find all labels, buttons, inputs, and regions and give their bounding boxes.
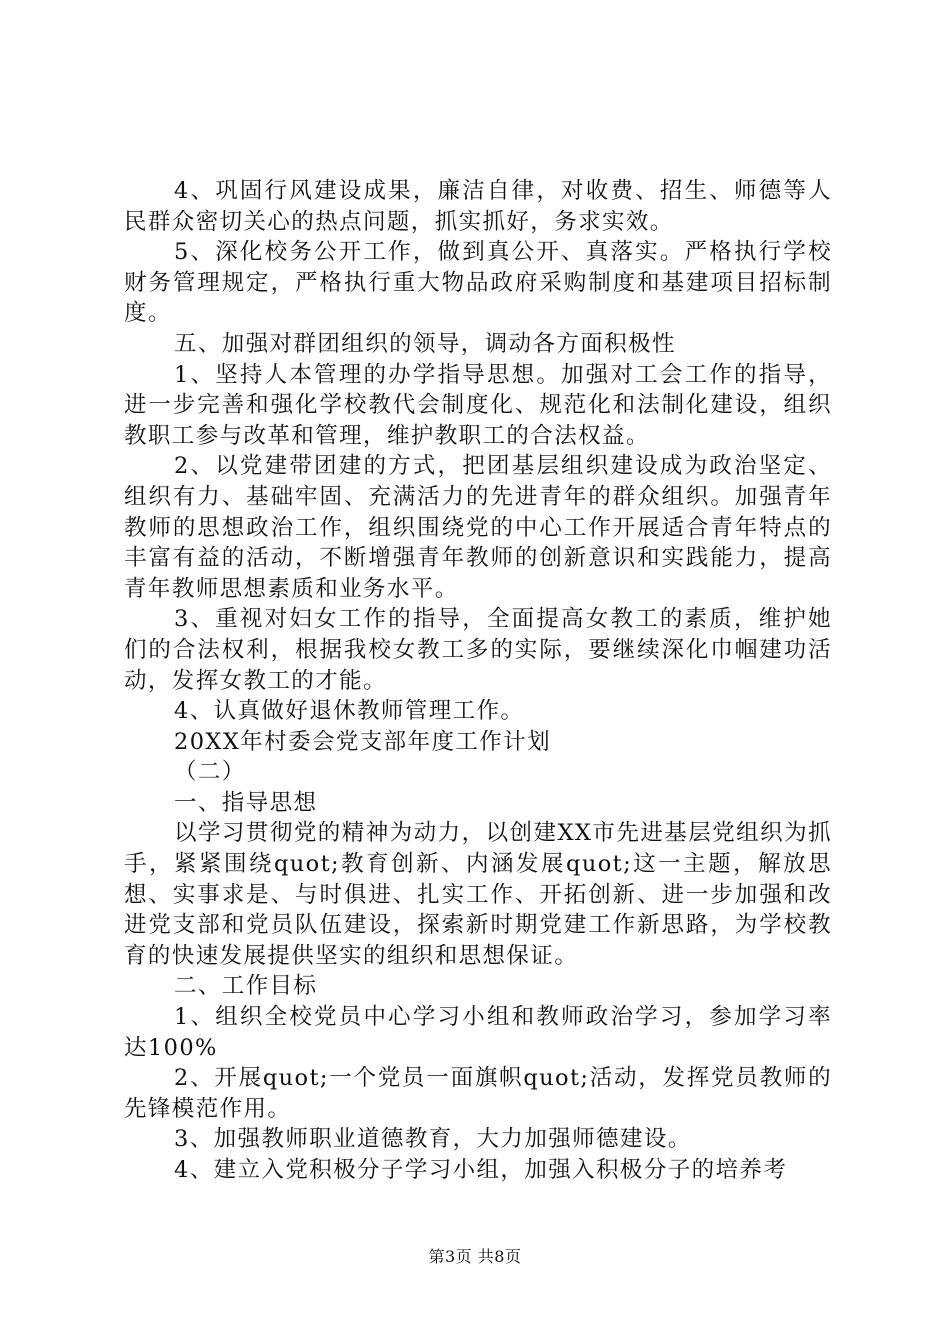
paragraph: 2、开展quot;一个党员一面旗帜quot;活动，发挥党员教师的先锋模范作用。 — [124, 1065, 832, 1122]
paragraph: 5、深化校务公开工作，做到真公开、真落实。严格执行学校财务管理规定，严格执行重大物品政府采购制度和基建项目招标制度。 — [124, 239, 832, 327]
paragraph: 4、建立入党积极分子学习小组，加强入积极分子的培养考 — [174, 1157, 788, 1183]
document-title: 20XX年村委会党支部年度工作计划 — [174, 728, 551, 755]
paragraph: 4、认真做好退休教师管理工作。 — [174, 698, 525, 725]
paragraph: 4、巩固行风建设成果，廉洁自律，对收费、招生、师德等人民群众密切关心的热点问题，抓实抓好，务求实效。 — [124, 178, 832, 235]
section-heading: 二、工作目标 — [174, 973, 318, 1000]
paragraph: 以学习贯彻党的精神为动力，以创建XX市先进基层党组织为抓手，紧紧围绕quot;教育创新、内涵发展quot;这一主题，解放思想、实事求是、与时俱进、扎实工作、开拓创新、进一步加强和改进党支部和党员队伍建设，探索新时期党建工作新思路，为学校教育的快速发展提供坚实的组织和思想保证。 — [124, 820, 832, 969]
section-heading: 一、指导思想 — [174, 789, 318, 816]
document-body — [124, 176, 832, 1186]
page-number-footer: 第3页 共8页 — [428, 1247, 522, 1266]
paragraph: 3、重视对妇女工作的指导，全面提高女教工的素质，维护她们的合法权利，根据我校女教工多的实际，要继续深化巾帼建功活动，发挥女教工的才能。 — [124, 606, 832, 694]
paragraph: 3、加强教师职业道德教育，大力加强师德建设。 — [174, 1126, 692, 1153]
section-heading: 五、加强对群团组织的领导，调动各方面积极性 — [174, 330, 676, 357]
paragraph: 1、组织全校党员中心学习小组和教师政治学习，参加学习率达100% — [124, 1004, 832, 1061]
paragraph: 1、坚持人本管理的办学指导思想。加强对工会工作的指导，进一步完善和强化学校教代会制度化、规范化和法制化建设，组织教职工参与改革和管理，维护教职工的合法权益。 — [124, 361, 832, 449]
paragraph: 2、以党建带团建的方式，把团基层组织建设成为政治坚定、组织有力、基础牢固、充满活力的先进青年的群众组织。加强青年教师的思想政治工作，组织围绕党的中心工作开展适合青年特点的丰富有益的活动，不断增强青年教师的创新意识和实践能力，提高青年教师思想素质和业务水平。 — [124, 453, 832, 602]
document-subtitle: （二） — [174, 759, 246, 786]
